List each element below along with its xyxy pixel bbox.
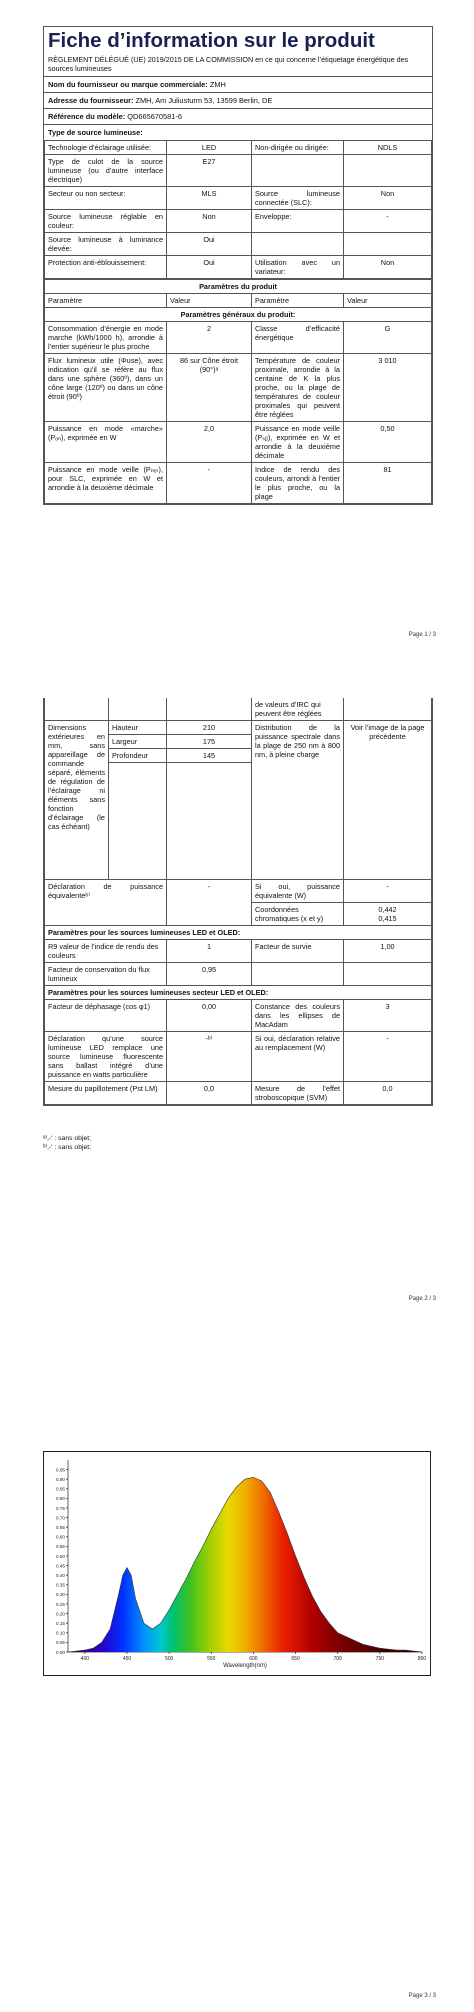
type-value-2: Non [344,256,432,279]
lumen-maintenance-label: Facteur de conservation du flux lumineux [45,963,167,986]
footnote-a: ᵃ⁾‚-‘ : sans objet; [43,1135,92,1142]
address-row [44,93,432,109]
params-table-continued [44,698,432,1105]
type-label-2 [252,233,344,256]
chromaticity-label: Coordonnées chromatiques (x et y) [252,903,344,926]
r9-label: R9 valeur de l’indice de rendu des couleurs [45,940,167,963]
type-value-2: NDLS [344,141,432,155]
dim-width-key: Largeur [109,735,167,749]
macadam-value: 3 [344,1000,432,1032]
type-label-2: Enveloppe: [252,210,344,233]
param-label-2: Puissance en mode veille (Pₛᵦ), exprimée en W et arrondie à la deuxième décimale [252,422,344,463]
address-value: ZMH, Am Juliusturm 53, 13599 Berlin, DE [135,96,273,105]
type-label: Source lumineuse à luminance élevée: [45,233,167,256]
dim-depth-key: Profondeur [109,749,167,763]
y-tick-label: 0.95 [56,1467,65,1473]
type-value: Non [167,210,252,233]
type-value-2 [344,155,432,187]
col-param-1: Paramètre [45,294,167,308]
y-tick-label: 0.25 [56,1601,65,1607]
flicker-value: 0,0 [167,1082,252,1105]
page-number-2: Page 2 / 3 [408,1296,436,1302]
macadam-label: Constance des couleurs dans les ellipses de MacAdam [252,1000,344,1032]
page-1 [0,0,474,650]
param-value: 2 [167,322,252,354]
y-tick-label: 0.20 [56,1611,65,1617]
type-heading: Type de source lumineuse: [48,128,143,137]
footnote-b: ᵇ⁾‚-‘ : sans objet; [43,1144,92,1151]
type-row [45,256,432,279]
type-row [45,141,432,155]
stroboscopic-value: 0,0 [344,1082,432,1105]
param-label: Flux lumineux utile (Φuse), avec indication qu’il se réfère au flux dans une sphère (360º), dans un cône large (120º) ou dans un cône étroit (90º) [45,354,167,422]
y-axis [56,1460,68,1655]
param-row [45,422,432,463]
supplier-label: Nom du fournisseur ou marque commerciale: [48,80,208,89]
model-row [44,109,432,125]
x-tick-label: 600 [249,1656,258,1662]
fluorescent-replacement-label: Déclaration qu’une source lumineuse LED remplace une source lumineuse fluorescente sans ballast intégré d’une puissance en watts particulière [45,1032,167,1082]
product-sheet-part-1 [43,26,433,505]
stroboscopic-label: Mesure de l’effet stroboscopique (SVM) [252,1082,344,1105]
cri-continued: de valeurs d’IRC qui peuvent être réglées [252,698,344,721]
type-value-2: Non [344,187,432,210]
dim-width-value: 175 [167,735,252,749]
spd-label: Distribution de la puissance spectrale dans la plage de 250 nm à 800 nm, à pleine charge [252,721,344,880]
type-value: Oui [167,233,252,256]
declared-power-label: Déclaration de puissance équivalenteᵇ⁾ [45,880,167,926]
declared-power-value: - [167,880,252,926]
y-tick-label: 0.65 [56,1525,65,1530]
param-label: Consommation d’énergie en mode marche (kWh/1000 h), arrondie à l’entier supérieur le plus proche [45,322,167,354]
page-2 [0,650,474,1300]
params-table [44,279,432,504]
y-tick-label: 0.75 [56,1505,65,1511]
param-label: Puissance en mode «marche» (Pₒₙ), exprimée en W [45,422,167,463]
replacement-claim-value: - [344,1032,432,1082]
section-led-oled: Paramètres pour les sources lumineuses LED et OLED: [45,926,432,940]
type-label: Type de culot de la source lumineuse (ou d’autre interface électrique) [45,155,167,187]
param-value: 86 sur Cône étroit (90°)ᵃ [167,354,252,422]
x-tick-label: 400 [80,1656,90,1662]
x-tick-label: 450 [122,1656,132,1662]
type-label: Secteur ou non secteur: [45,187,167,210]
y-tick-label: 0.10 [56,1630,65,1636]
y-tick-label: 0.60 [56,1534,65,1540]
type-label: Source lumineuse réglable en couleur: [45,210,167,233]
section-mains-led-oled: Paramètres pour les sources lumineuses secteur LED et OLED: [45,986,432,1000]
type-value: LED [167,141,252,155]
y-tick-label: 0.00 [56,1649,65,1655]
spd-value: Voir l’image de la page précédente [344,721,432,880]
model-label: Référence du modèle: [48,112,126,121]
supplier-value: ZMH [209,80,226,89]
x-tick-label: 750 [375,1656,385,1662]
r9-value: 1 [167,940,252,963]
lumen-maintenance-value: 0,95 [167,963,252,986]
footnotes [43,1134,91,1152]
col-value-1: Valeur [167,294,252,308]
flicker-label: Mesure du papillotement (Pst LM) [45,1082,167,1105]
param-label-2: Température de couleur proximale, arrondie à la centaine de K la plus proche, ou la plage de températures de couleur proximales qui peuvent être réglées [252,354,344,422]
col-value-2: Valeur [344,294,432,308]
param-value: - [167,463,252,504]
y-tick-label: 0.45 [56,1563,65,1569]
param-label: Puissance en mode veille (Pₙₑₜ), pour SLC, exprimée en W et arrondie à la deuxième décimale [45,463,167,504]
type-label-2: Source lumineuse connectée (SLC): [252,187,344,210]
x-tick-label: 550 [207,1656,216,1662]
x-tick-label: 650 [291,1656,300,1662]
spectral-area [68,1477,422,1652]
x-tick-label: 700 [333,1656,342,1662]
type-value-2: - [344,210,432,233]
page-number-1: Page 1 / 3 [408,632,436,638]
y-tick-label: 0.80 [56,1496,65,1502]
chromaticity-x: 0,442 [378,905,397,914]
param-row [45,463,432,504]
displacement-factor-value: 0,00 [167,1000,252,1032]
displacement-factor-label: Facteur de déphasage (cos φ1) [45,1000,167,1032]
y-tick-label: 0.55 [56,1544,65,1550]
product-sheet-part-2 [43,698,433,1106]
type-label-2: Utilisation avec un variateur: [252,256,344,279]
y-tick-label: 0.70 [56,1515,65,1521]
y-tick-label: 0.90 [56,1477,65,1482]
y-tick-label: 0.30 [56,1592,65,1598]
survival-label: Facteur de survie [252,940,344,963]
y-tick-label: 0.35 [56,1582,65,1588]
x-tick-label: 800 [417,1656,427,1662]
type-row [45,210,432,233]
type-label-2 [252,155,344,187]
replacement-claim-label: Si oui, déclaration relative au remplacement (W) [252,1032,344,1082]
band-general-params: Paramètres généraux du produit: [45,308,432,322]
param-value: 2,0 [167,422,252,463]
type-table [44,140,432,279]
equivalent-power-value: - [344,880,432,903]
fluorescent-replacement-value: -ᵇ⁾ [167,1032,252,1082]
model-value: QD665670581-6 [127,112,182,121]
x-axis [68,1652,426,1662]
y-tick-label: 0.40 [56,1573,65,1578]
spectral-power-svg [44,1452,429,1674]
type-value: E27 [167,155,252,187]
chromaticity-value [344,903,432,926]
y-tick-label: 0.85 [56,1486,65,1492]
dimensions-label: Dimensions extérieures en mm, sans appareillage de commande séparé, éléments de régulation de l’éclairage ni éléments sans fonction d’éclairage (le cas échéant) [45,721,109,880]
type-heading-row [44,125,432,140]
document-title: Fiche d’information sur le produit [48,29,375,52]
survival-value: 1,00 [344,940,432,963]
dim-height-value: 210 [167,721,252,735]
param-value-2: 0,50 [344,422,432,463]
type-label: Technologie d’éclairage utilisée: [45,141,167,155]
type-label-2: Non-dirigée ou dirigée: [252,141,344,155]
type-label: Protection anti-éblouissement: [45,256,167,279]
y-tick-label: 0.15 [56,1621,65,1626]
type-row [45,155,432,187]
col-param-2: Paramètre [252,294,344,308]
spectral-power-chart [43,1451,431,1676]
type-value: Oui [167,256,252,279]
param-value-2: G [344,322,432,354]
type-row [45,233,432,256]
equivalent-power-label: Si oui, puissance équivalente (W) [252,880,344,903]
param-label-2: Classe d’efficacité énergétique [252,322,344,354]
regulation-text: RÈGLEMENT DÉLÉGUÉ (UE) 2019/2015 DE LA COMMISSION en ce qui concerne l’étiquetage énergétique des sources lumineuses [44,54,432,77]
y-tick-label: 0.50 [56,1553,65,1559]
x-axis-label: Wavelength(nm) [223,1663,267,1669]
page-number-3: Page 3 / 3 [408,1993,436,1999]
chromaticity-y: 0,415 [378,914,397,923]
type-value: MLS [167,187,252,210]
param-row [45,322,432,354]
param-value-2: 81 [344,463,432,504]
dim-depth-value: 145 [167,749,252,763]
param-value-2: 3 010 [344,354,432,422]
y-tick-label: 0.05 [56,1640,65,1646]
type-row [45,187,432,210]
address-label: Adresse du fournisseur: [48,96,134,105]
supplier-row [44,77,432,93]
dim-height-key: Hauteur [109,721,167,735]
type-value-2 [344,233,432,256]
x-tick-label: 500 [164,1656,174,1662]
param-label-2: Indice de rendu des couleurs, arrondi à l’entier le plus proche, ou la plage [252,463,344,504]
band-product-params: Paramètres du produit [45,280,432,294]
param-row [45,354,432,422]
